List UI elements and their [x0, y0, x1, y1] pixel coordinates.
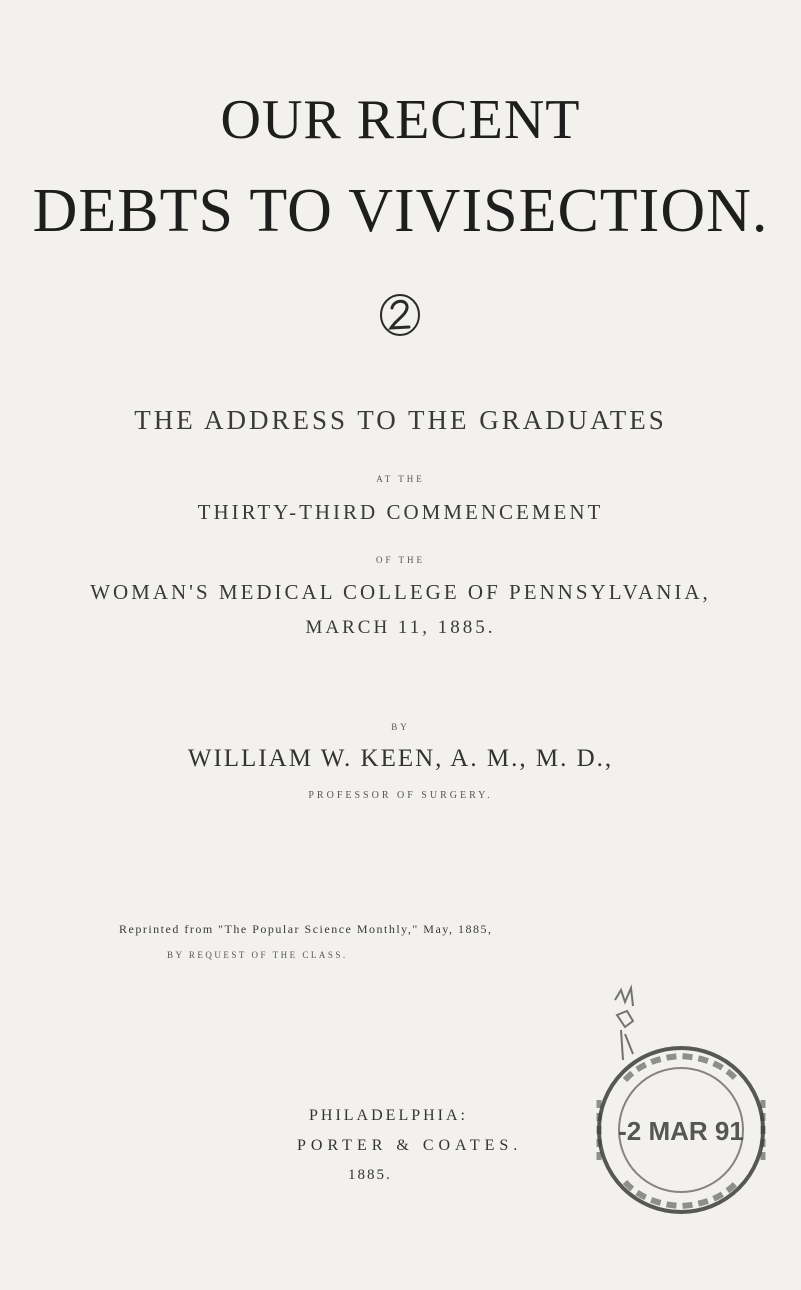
- reprint-note: Reprinted from "The Popular Science Monthly," May, 1885,: [119, 922, 493, 936]
- circled-2-monogram-icon: [376, 290, 424, 338]
- stamp-date: -2 MAR 91: [618, 1116, 744, 1146]
- author-name: WILLIAM W. KEEN, A. M., M. D.,: [187, 745, 614, 772]
- title-line-1: OUR RECENT: [220, 89, 581, 151]
- subtitle-line-1: THE ADDRESS TO THE GRADUATES: [134, 405, 667, 435]
- author-by: BY: [391, 722, 410, 732]
- subtitle-line-2: THIRTY-THIRD COMMENCEMENT: [197, 500, 604, 524]
- reprint-request: BY REQUEST OF THE CLASS.: [167, 950, 348, 960]
- author-position: PROFESSOR OF SURGERY.: [308, 790, 493, 801]
- title-line-2: DEBTS TO VIVISECTION.: [32, 177, 769, 245]
- publisher-city: PHILADELPHIA:: [309, 1107, 468, 1124]
- subtitle-connector-of-the: OF THE: [375, 555, 426, 565]
- subtitle-connector-at-the: AT THE: [376, 474, 425, 484]
- subtitle-line-3: WOMAN'S MEDICAL COLLEGE OF PENNSYLVANIA,: [90, 580, 711, 604]
- library-date-stamp-icon: [555, 960, 795, 1220]
- publisher-year: 1885.: [348, 1167, 392, 1183]
- publisher-name: PORTER & COATES.: [297, 1137, 523, 1154]
- subtitle-date: MARCH 11, 1885.: [305, 617, 496, 638]
